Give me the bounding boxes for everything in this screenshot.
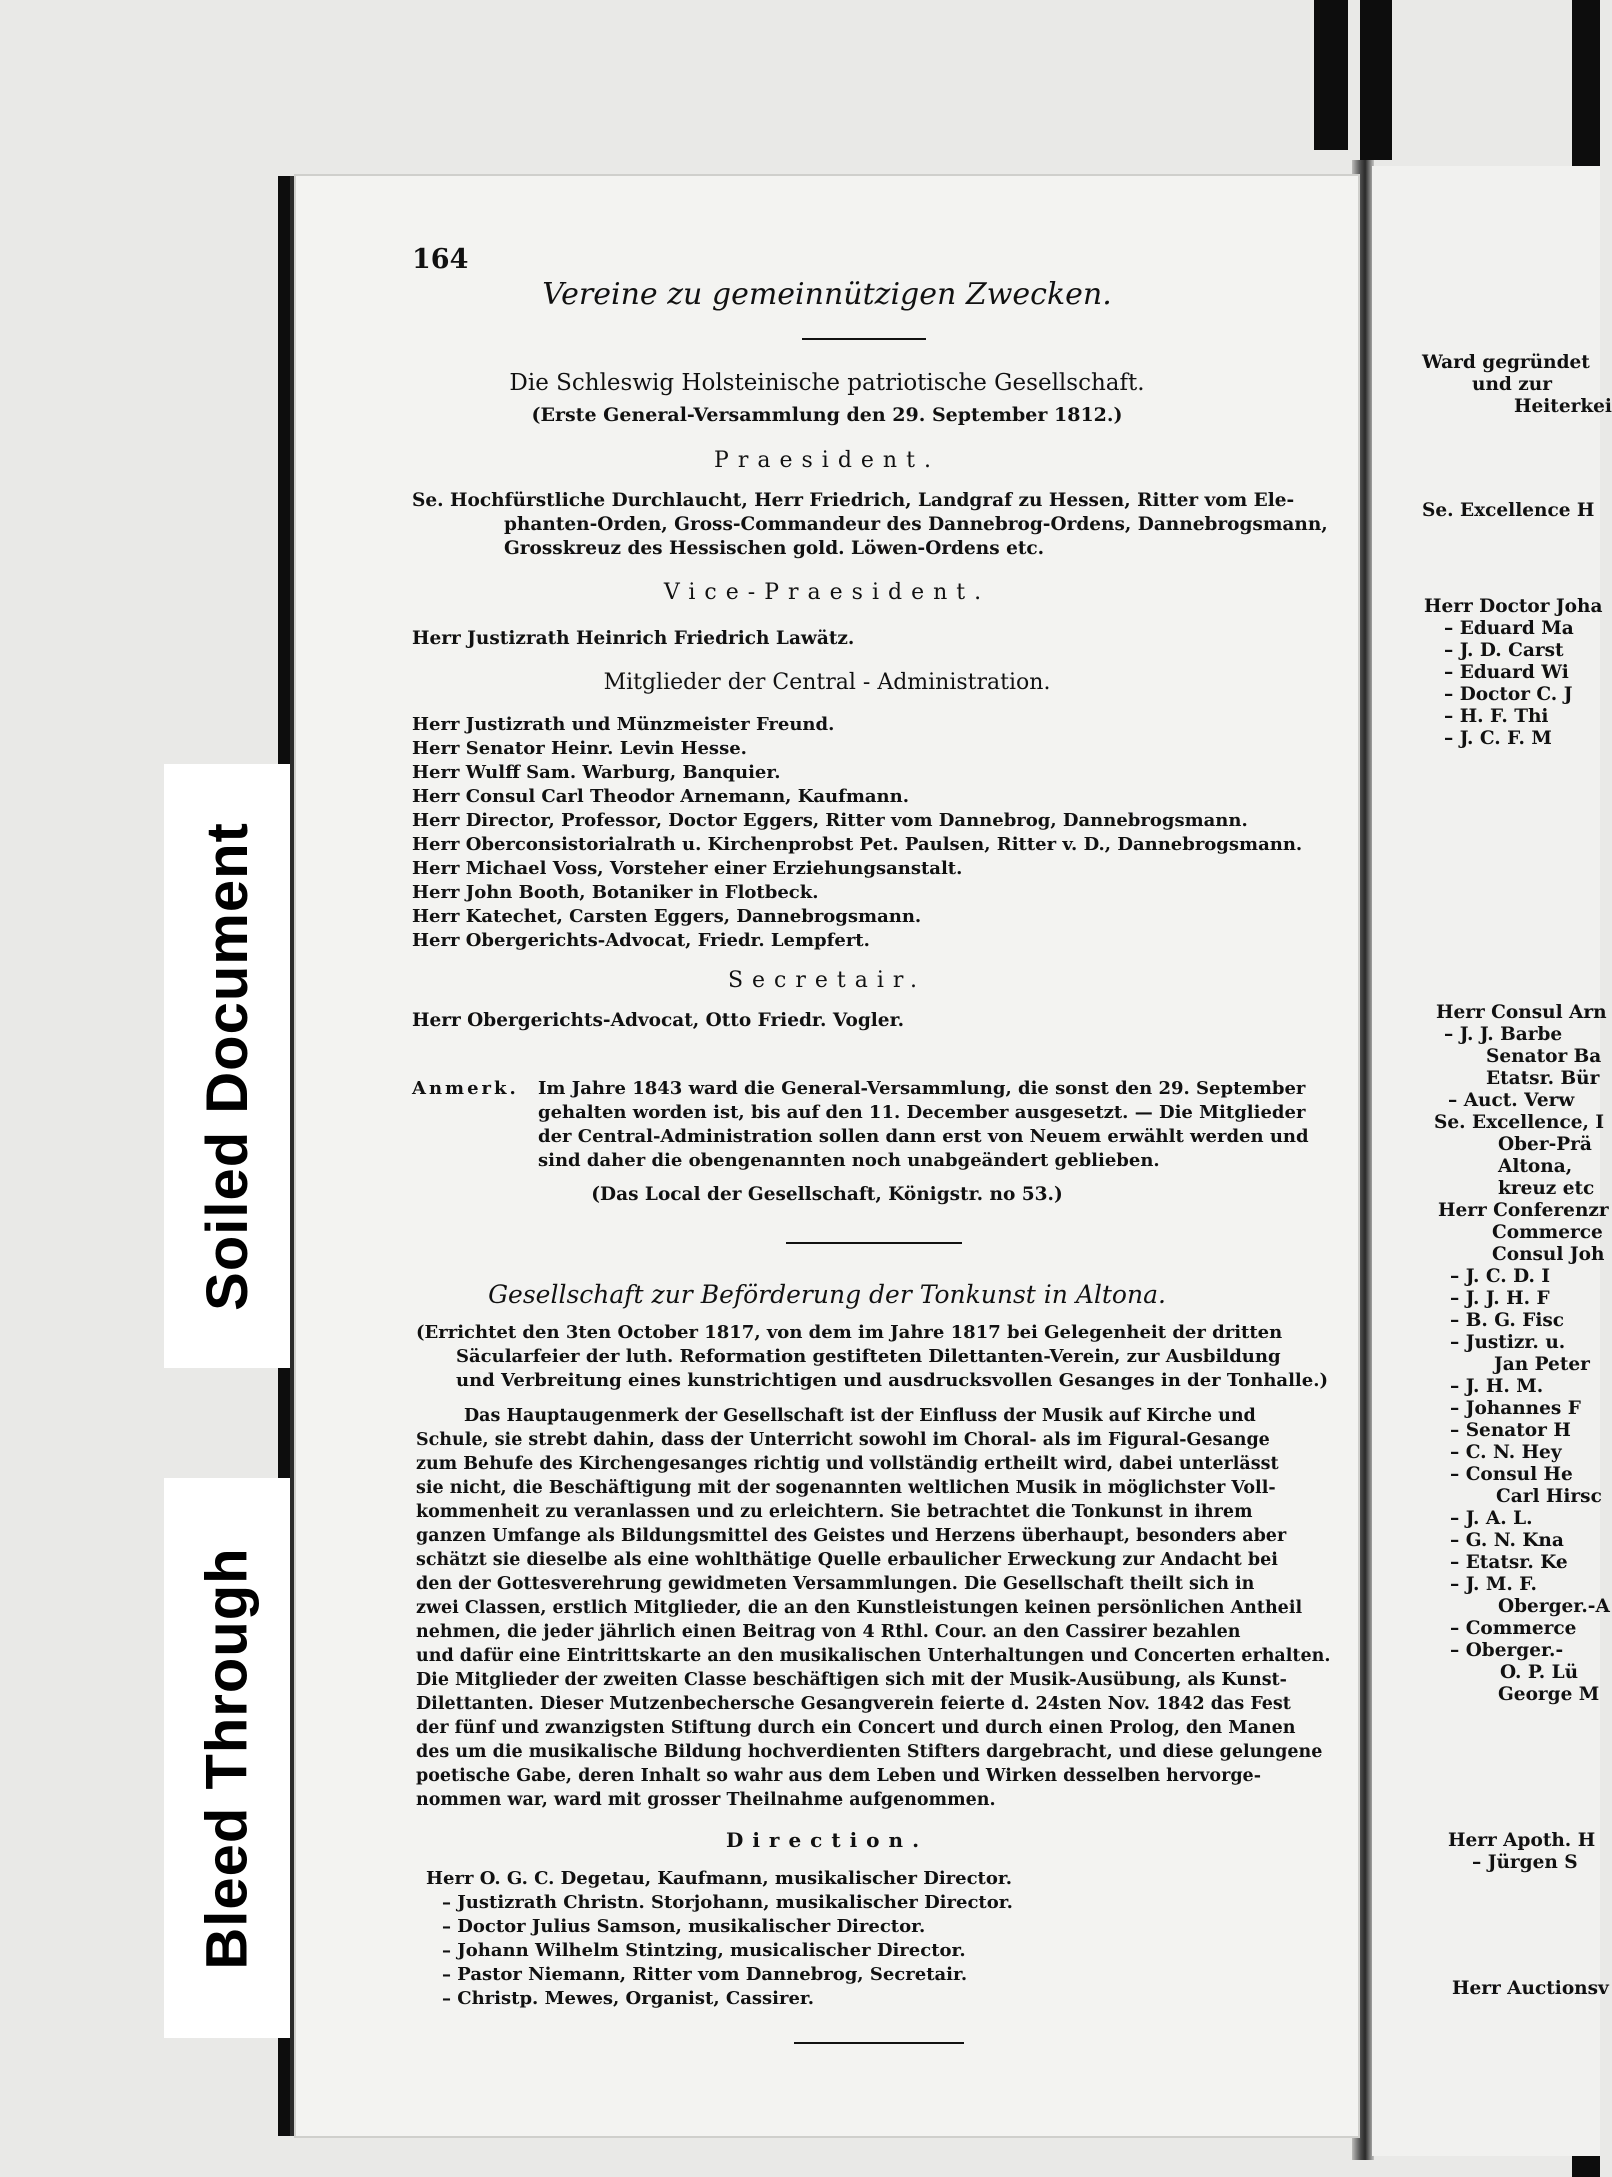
right-line: – Justizr. u. [1450,1332,1566,1353]
body-line: den der Gottesverehrung gewidmeten Versammlungen. Die Gesellschaft theilt sich in [416,1574,1255,1594]
secretary-line: Herr Obergerichts-Advocat, Otto Friedr. Vogler. [412,1010,905,1031]
secretary-heading: Secretair. [727,968,927,993]
right-line: – J. J. H. F [1450,1288,1550,1309]
member-line: Herr Michael Voss, Vorsteher einer Erziehungsanstalt. [412,858,963,879]
right-line: – G. N. Kna [1450,1530,1564,1551]
right-line: – B. G. Fisc [1450,1310,1565,1331]
president-line-1: Se. Hochfürstliche Durchlaucht, Herr Friedrich, Landgraf zu Hessen, Ritter vom Ele- [412,490,1295,511]
founding-line: (Errichtet den 3ten October 1817, von dem im Jahre 1817 bei Gelegenheit der dritten [416,1322,1283,1343]
scan-edge-right-top [1360,0,1392,160]
body-line: Die Mitglieder der zweiten Classe beschäftigen sich mit der Musik-Ausübung, als Kunst- [416,1670,1287,1690]
right-line: – Johannes F [1450,1398,1581,1419]
right-line: – Etatsr. Ke [1450,1552,1568,1573]
member-line: Herr Justizrath und Münzmeister Freund. [412,714,835,735]
right-line: – J. A. L. [1450,1508,1533,1529]
scan-edge-top-right [1314,0,1348,150]
right-line: Herr Auctionsv [1452,1978,1609,1999]
right-line: – H. F. Thi [1444,706,1549,727]
member-line: Herr Consul Carl Theodor Arnemann, Kaufmann. [412,786,909,807]
right-line: – J. C. D. I [1450,1266,1551,1287]
body-line: zum Behufe des Kirchengesanges richtig und vollständig ertheilt wird, dabei unterlässt [416,1454,1279,1474]
founding-line: und Verbreitung eines kunstrichtigen und ausdrucksvollen Gesanges in der Tonhalle.) [456,1370,1328,1391]
right-line: Altona, [1498,1156,1573,1177]
section1-subtitle: (Erste General-Versammlung den 29. September 1812.) [531,404,1123,426]
president-line-2: phanten-Orden, Gross-Commandeur des Dannebrog-Ordens, Dannebrogsmann, [504,514,1328,535]
right-line: – Eduard Wi [1444,662,1569,683]
right-line: Consul Joh [1492,1244,1605,1265]
title-rule [802,338,926,340]
right-line: – Commerce [1450,1618,1577,1639]
body-line: poetische Gabe, deren Inhalt so wahr aus dem Leben und Wirken desselben hervorge- [416,1766,1261,1786]
right-line: – Senator H [1450,1420,1571,1441]
right-line: – Eduard Ma [1444,618,1574,639]
right-line: Herr Conferenzr [1438,1200,1609,1221]
note-line: gehalten worden ist, bis auf den 11. December ausgesetzt. — Die Mitglieder [538,1102,1306,1123]
left-page [296,176,1358,2136]
direction-line: – Christp. Mewes, Organist, Cassirer. [442,1988,815,2009]
right-line: Jan Peter [1494,1354,1590,1375]
right-line: Herr Doctor Joha [1424,596,1603,617]
body-line: Dilettanten. Dieser Mutzenbechersche Gesangverein feierte d. 24sten Nov. 1842 das Fest [416,1694,1291,1714]
right-line: kreuz etc [1498,1178,1595,1199]
right-line: Heiterkei [1514,396,1612,417]
right-line: – C. N. Hey [1450,1442,1562,1463]
right-line: – J. M. F. [1450,1574,1537,1595]
vice-president-heading: Vice-Praesident. [663,580,991,605]
right-line: Ward gegründet [1422,352,1590,373]
right-line: – Consul He [1450,1464,1573,1485]
vice-president-line: Herr Justizrath Heinrich Friedrich Lawätz. [412,628,855,649]
right-line: Etatsr. Bür [1486,1068,1600,1089]
direction-line: – Doctor Julius Samson, musikalischer Director. [442,1916,926,1937]
member-line: Herr Katechet, Carsten Eggers, Dannebrogsmann. [412,906,922,927]
right-line: Commerce [1492,1222,1603,1243]
note-line: der Central-Administration sollen dann erst von Neuem erwählt werden und [538,1126,1309,1147]
right-line: – J. J. Barbe [1444,1024,1563,1045]
direction-line: – Justizrath Christn. Storjohann, musikalischer Director. [442,1892,1013,1913]
body-line: der fünf und zwanzigsten Stiftung durch ein Concert und durch einen Prolog, den Manen [416,1718,1296,1738]
right-line: Senator Ba [1486,1046,1602,1067]
right-line: – Auct. Verw [1448,1090,1575,1111]
end-rule [794,2042,964,2044]
body-line: sie nicht, die Beschäftigung mit der sogenannten weltlichen Musik in möglichster Voll- [416,1478,1276,1498]
body-line: schätzt sie dieselbe als eine wohlthätige Quelle erbaulicher Erweckung zur Andacht bei [416,1550,1278,1570]
right-line: – J. C. F. M [1444,728,1552,749]
members-heading: Mitglieder der Central - Administration. [603,670,1051,695]
right-line: Se. Excellence H [1422,500,1595,521]
right-line: und zur [1472,374,1552,395]
body-line: Schule, sie strebt dahin, dass der Unterricht sowohl im Choral- als im Figural-Gesange [416,1430,1270,1450]
right-line: Herr Apoth. H [1448,1830,1596,1851]
right-line: Ober-Prä [1498,1134,1592,1155]
section1-title: Die Schleswig Holsteinische patriotische Gesellschaft. [509,370,1145,396]
right-page [1372,166,1612,2156]
direction-heading: Direction. [725,1828,929,1852]
president-line-3: Grosskreuz des Hessischen gold. Löwen-Ordens etc. [504,538,1045,559]
page-number: 164 [412,244,469,275]
president-heading: Praesident. [714,448,940,473]
right-line: – Doctor C. J [1444,684,1573,705]
right-line: Herr Consul Arn [1436,1002,1607,1023]
body-line: ganzen Umfange als Bildungsmittel des Geistes und Herzens überhaupt, besonders aber [416,1526,1287,1546]
direction-line: – Pastor Niemann, Ritter vom Dannebrog, Secretair. [442,1964,968,1985]
right-line: – J. D. Carst [1444,640,1564,661]
direction-line: – Johann Wilhelm Stintzing, musicalischer Director. [442,1940,966,1961]
member-line: Herr Director, Professor, Doctor Eggers, Ritter vom Dannebrog, Dannebrogsmann. [412,810,1248,831]
bleed-through-label: Bleed Through [164,1478,290,2038]
body-line: und dafür eine Eintrittskarte an den musikalischen Unterhaltungen und Concerten erhalten. [416,1646,1331,1666]
right-line: O. P. Lü [1500,1662,1579,1683]
body-line: zwei Classen, erstlich Mitglieder, die an den Kunstleistungen keinen persönlichen Antheil [416,1598,1303,1618]
right-line: – Oberger.- [1450,1640,1564,1661]
section-divider [786,1242,962,1244]
note-line: sind daher die obengenannten noch unabgeändert geblieben. [538,1150,1160,1171]
soiled-document-label: Soiled Document [164,764,290,1368]
member-line: Herr John Booth, Botaniker in Flotbeck. [412,882,819,903]
running-title: Vereine zu gemeinnützigen Zwecken. [542,277,1112,312]
body-line: kommenheit zu veranlassen und zu erleichtern. Sie betrachtet die Tonkunst in ihrem [416,1502,1253,1522]
member-line: Herr Oberconsistorialrath u. Kirchenprobst Pet. Paulsen, Ritter v. D., Dannebrogsmann. [412,834,1303,855]
right-line: Oberger.-A [1498,1596,1610,1617]
member-line: Herr Senator Heinr. Levin Hesse. [412,738,747,759]
body-line: nommen war, ward mit grosser Theilnahme aufgenommen. [416,1790,996,1810]
body-line: nehmen, die jeder jährlich einen Beitrag von 4 Rthl. Cour. an den Cassirer bezahlen [416,1622,1241,1642]
note-line: Im Jahre 1843 ward die General-Versammlung, die sonst den 29. September [538,1078,1306,1099]
right-line: George M [1498,1684,1600,1705]
section2-title: Gesellschaft zur Beförderung der Tonkunst in Altona. [488,1280,1166,1309]
body-line: des um die musikalische Bildung hochverdienten Stifters dargebracht, und diese gelungene [416,1742,1323,1762]
right-line: – J. H. M. [1450,1376,1544,1397]
note-label: Anmerk. [412,1078,519,1099]
local-line: (Das Local der Gesellschaft, Königstr. no 53.) [591,1184,1063,1205]
right-line: Carl Hirsc [1496,1486,1602,1507]
body-line: Das Hauptaugenmerk der Gesellschaft ist der Einfluss der Musik auf Kirche und [464,1406,1256,1426]
founding-line: Säcularfeier der luth. Reformation gestifteten Dilettanten-Verein, zur Ausbildung [456,1346,1281,1367]
member-line: Herr Obergerichts-Advocat, Friedr. Lempfert. [412,930,870,951]
direction-line: Herr O. G. C. Degetau, Kaufmann, musikalischer Director. [426,1868,1012,1889]
member-line: Herr Wulff Sam. Warburg, Banquier. [412,762,781,783]
right-line: – Jürgen S [1472,1852,1578,1873]
right-line: Se. Excellence, I [1434,1112,1605,1133]
